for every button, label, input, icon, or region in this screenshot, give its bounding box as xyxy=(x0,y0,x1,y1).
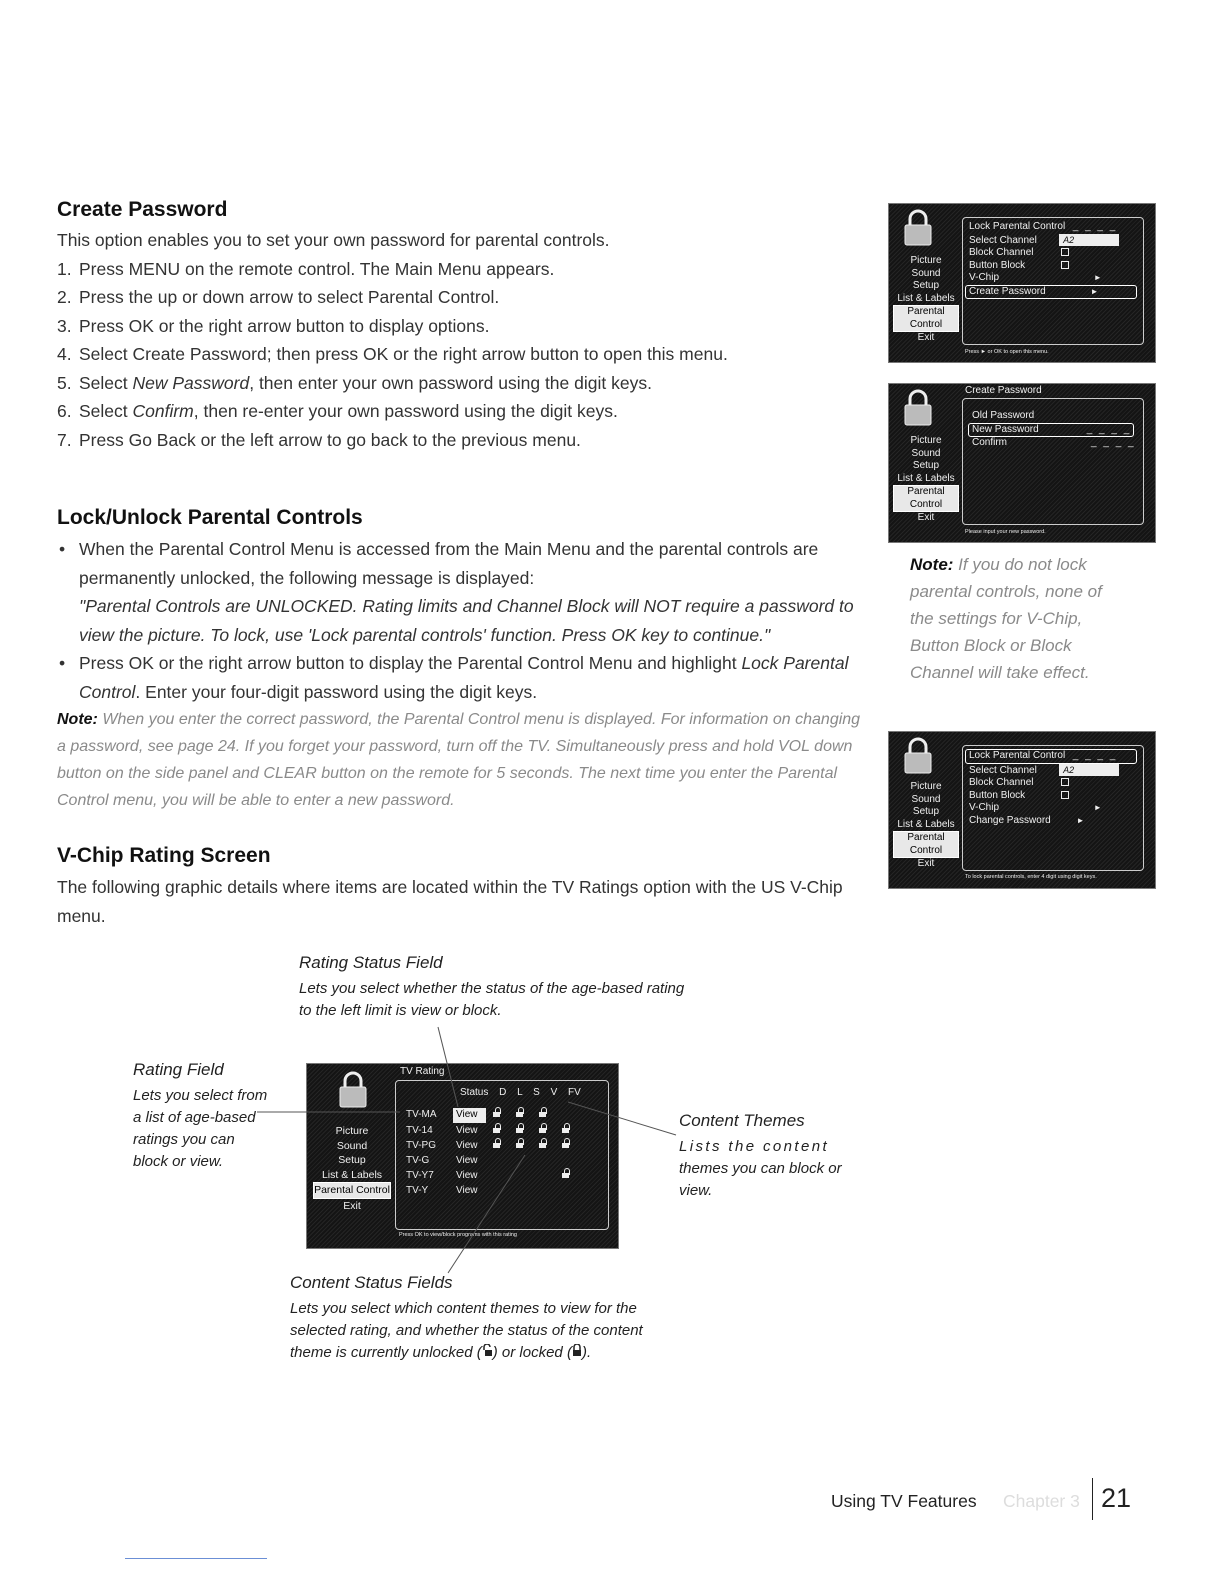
callout-line xyxy=(448,1155,525,1273)
content-themes-desc: Lists the content xyxy=(679,1138,830,1155)
table-row: TV-Y View xyxy=(406,1184,478,1196)
table-row: TV-Y7 View xyxy=(406,1168,584,1184)
vchip-intro: The following graphic details where items are located within the TV Ratings option with the US V-Chip menu. xyxy=(57,877,843,926)
screen-title: TV Rating xyxy=(400,1066,445,1077)
table-row: TV-MA View xyxy=(406,1107,584,1123)
content-status-title: Content Status Fields xyxy=(290,1273,453,1292)
sidebar-menu: Picture Sound Setup List & Labels Parental Control Exit xyxy=(893,255,959,345)
screen-parental-menu: Picture Sound Setup List & Labels Parental Control Exit Lock Parental Control _ _ _ _ Select Channel A2 Block Channel Button Block V-Chip ► Create Password ► Press ► or OK to open this menu. xyxy=(888,203,1156,363)
table-row: TV-14 View xyxy=(406,1123,584,1139)
callout-line xyxy=(568,1102,676,1135)
content-status-desc: Lets you select which content themes to view for the selected rating, and whether the status of the content theme is currently unlocked ( ) or locked ( ). xyxy=(290,1300,643,1361)
screen-tv-rating: Picture Sound Setup List & Labels Parental Control Exit TV Rating Status D L S V FV TV-MA View TV-14 View TV-PG View TV-G View TV-Y7 View TV-Y View Press OK to view/block programs with this rating xyxy=(306,1063,619,1249)
create-password-intro: This option enables you to set your own password for parental controls. xyxy=(57,230,610,250)
column-headers: Status D L S V FV xyxy=(460,1087,581,1098)
screen-create-password: Picture Sound Setup List & Labels Parental Control Exit Create Password Old Password New Password _ _ _ _ Confirm _ _ _ _ Please input your new password. xyxy=(888,383,1156,543)
footer-chapter: Chapter 3 xyxy=(1003,1491,1080,1511)
side-note: Note: If you do not lock parental controls, none of the settings for V-Chip, Button Block or Block Channel will take effect. xyxy=(910,555,1102,682)
unlock-icon xyxy=(482,1344,493,1357)
menu-panel: Lock Parental Control _ _ _ _ Select Channel A2 Block Channel Button Block V-Chip ► Create Password ► xyxy=(962,217,1144,345)
footer-divider xyxy=(1092,1478,1093,1520)
lock-unlock-heading: Lock/Unlock Parental Controls xyxy=(57,506,363,529)
vchip-heading: V-Chip Rating Screen xyxy=(57,844,271,867)
callout-line xyxy=(438,1027,458,1107)
sidebar-menu: Picture Sound Setup List & Labels Parental Control Exit xyxy=(893,781,959,871)
create-password-heading: Create Password xyxy=(57,198,228,221)
footnote-rule xyxy=(125,1558,267,1559)
page-number: 21 xyxy=(1101,1483,1132,1513)
rating-status-desc: Lets you select whether the status of the age-based rating to the left limit is view or block. xyxy=(299,980,685,1019)
list-item: • When the Parental Control Menu is accessed from the Main Menu and the parental controls are permanently unlocked, the following message is displayed: "Parental Controls are UNLOCKED. Rating limits and Channel Block will NOT require a password to view the picture. To lock, use 'Lock parental controls' function. Press OK key to continue." xyxy=(57,535,867,649)
screen-title: Create Password xyxy=(965,385,1042,396)
footer-section: Using TV Features xyxy=(831,1491,977,1511)
step-item: 4. Select Create Password; then press OK or the right arrow button to open this menu. xyxy=(57,344,728,364)
lock-note: Note: When you enter the correct password, the Parental Control menu is displayed. For information on changing a password, see page 24. If you forget your password, turn off the TV. Simultaneously press and hold VOL down button on the side panel and CLEAR button on the remote for 5 seconds. The next time you enter the Parental Control menu, you will be able to enter a new password. xyxy=(57,711,861,809)
menu-panel: Old Password New Password _ _ _ _ Confirm _ _ _ _ xyxy=(962,398,1144,525)
list-item: • Press OK or the right arrow button to display the Parental Control Menu and highlight Lock Parental Control. Enter your four-digit password using the digit keys. xyxy=(57,649,867,706)
step-item: 1. Press MENU on the remote control. The Main Menu appears. xyxy=(57,258,555,279)
step-item: 3. Press OK or the right arrow button to display options. xyxy=(57,315,490,336)
rating-field-desc: Lets you select from a list of age-based ratings you can block or view. xyxy=(133,1087,268,1170)
sidebar-menu: Picture Sound Setup List & Labels Parental Control Exit xyxy=(314,1125,390,1212)
content-themes-title: Content Themes xyxy=(679,1111,805,1130)
step-item: 5. Select New Password, then enter your own password using the digit keys. xyxy=(57,372,652,393)
step-item: 7. Press Go Back or the left arrow to go back to the previous menu. xyxy=(57,429,581,450)
step-item: 6. Select Confirm, then re-enter your own password using the digit keys. xyxy=(57,401,618,421)
menu-panel: Lock Parental Control _ _ _ _ Select Channel A2 Block Channel Button Block V-Chip ► Change Password ► xyxy=(962,745,1144,871)
rating-field-title: Rating Field xyxy=(133,1060,224,1079)
screen-lock-parental: Picture Sound Setup List & Labels Parental Control Exit Lock Parental Control _ _ _ _ Select Channel A2 Block Channel Button Block V-Chip ► Change Password ► To lock parental controls, enter 4 digit using digit keys. xyxy=(888,731,1156,889)
sidebar-menu: Picture Sound Setup List & Labels Parental Control Exit xyxy=(893,435,959,525)
table-row: TV-G View xyxy=(406,1154,478,1166)
rating-status-title: Rating Status Field xyxy=(299,953,443,972)
step-item: 2. Press the up or down arrow to select Parental Control. xyxy=(57,287,500,307)
unlocked-message: "Parental Controls are UNLOCKED. Rating limits and Channel Block will NOT require a password to view the picture. To lock, use 'Lock parental controls' function. Press OK key to continue." xyxy=(79,596,854,645)
lock-icon xyxy=(572,1344,582,1357)
table-row: TV-PG View xyxy=(406,1138,584,1154)
